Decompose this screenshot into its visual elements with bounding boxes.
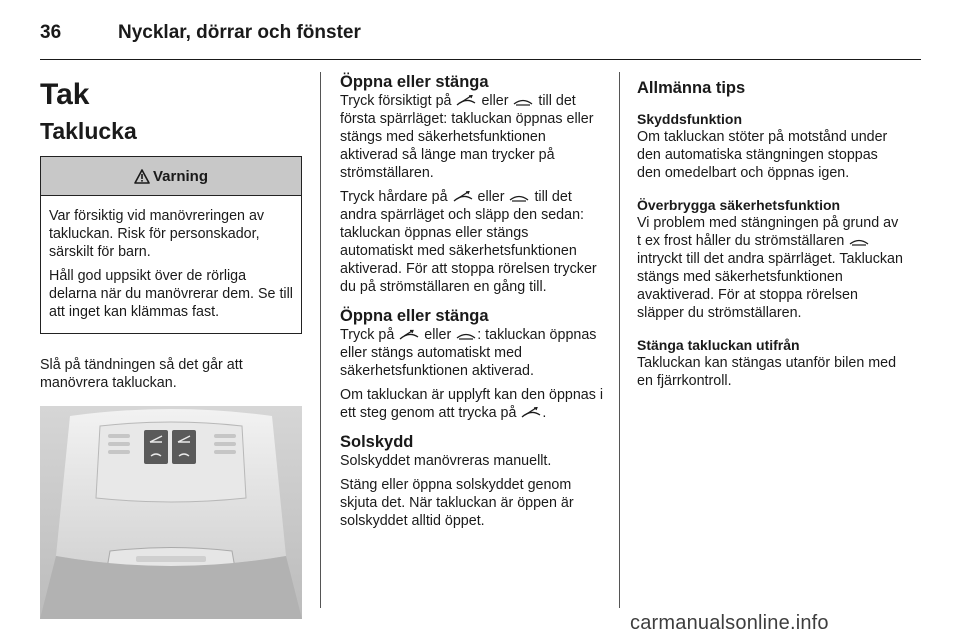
page-header xyxy=(40,18,920,48)
watermark: carmanualsonline.info xyxy=(630,612,829,634)
paragraph-close-remotely: Takluckan kan stängas utanför bilen med en fjärrkontroll. xyxy=(637,355,897,389)
column-2 xyxy=(340,72,604,540)
subsection-title: Taklucka xyxy=(40,118,137,144)
paragraph-one-step: Om takluckan är upplyft kan den öppnas i ett steg genom att trycka på . xyxy=(340,387,604,421)
warning-body xyxy=(41,196,301,333)
column-divider-2 xyxy=(619,72,620,608)
paragraph-tilt-press: Tryck på eller : takluckan öppnas eller stängs automatiskt med säkerhetsfunktionen aktiverad. xyxy=(340,327,597,379)
sunroof-close-icon xyxy=(512,95,534,107)
column-3 xyxy=(637,72,903,404)
sunroof-tilt-icon xyxy=(398,329,420,341)
sunroof-close-icon xyxy=(848,235,870,247)
warning-text-1: Var försiktig vid manövreringen av takluckan. Risk för personskador, särskilt för barn. xyxy=(49,208,265,260)
warning-triangle-icon xyxy=(134,169,150,184)
sunroof-open-icon xyxy=(455,95,477,107)
sunroof-open-icon xyxy=(452,191,474,203)
paragraph-light-press: Tryck försiktigt på eller till det första spärrläget: takluckan öppnas eller stängs med säkerhetsfunktionen aktiverad så länge man trycker på strömställaren. xyxy=(340,93,594,181)
intro-text: Slå på tändningen så det går att manövrera takluckan. xyxy=(40,357,243,391)
warning-header xyxy=(41,157,301,196)
sunroof-close-icon xyxy=(508,191,530,203)
paragraph-override-safety: Vi problem med stängningen på grund av t ex frost håller du strömställaren intryckt till det andra spärrläget. Takluckan stängs med säkerhetsfunktionen avaktiverad. För at stoppa rörelsen släpper du strömställaren. xyxy=(637,215,903,321)
heading-sunshade: Solskydd xyxy=(340,433,414,451)
paragraph-sunshade-manual: Solskyddet manövreras manuellt. xyxy=(340,453,552,469)
sunroof-open-icon xyxy=(520,407,542,419)
heading-protection: Skyddsfunktion xyxy=(637,111,743,127)
sunroof-close-icon xyxy=(455,329,477,341)
page-title: Nycklar, dörrar och fönster xyxy=(118,22,361,43)
heading-close-remotely: Stänga takluckan utifrån xyxy=(637,337,800,353)
heading-open-close-2: Öppna eller stänga xyxy=(340,307,489,325)
warning-box xyxy=(40,156,302,334)
section-title: Tak xyxy=(40,78,90,111)
paragraph-firm-press: Tryck hårdare på eller till det andra spärrläget och släpp den sedan: takluckan öppnas eller stängs automatiskt med säkerhetsfunktionen aktiverad. För att stoppa rörelsen trycker du på strömställaren en gång till. xyxy=(340,189,597,295)
warning-title: Varning xyxy=(152,167,208,185)
heading-general-tips: Allmänna tips xyxy=(637,79,746,97)
column-divider-1 xyxy=(320,72,321,608)
sunroof-control-photo xyxy=(40,406,302,619)
paragraph-sunshade-slide: Stäng eller öppna solskyddet genom skjuta det. När takluckan är öppen är solskyddet alltid öppet. xyxy=(340,477,574,529)
paragraph-protection: Om takluckan stöter på motstånd under den automatiska stängningen stoppas den omedelbart och öppnas igen. xyxy=(637,129,888,181)
page-number: 36 xyxy=(40,22,62,43)
heading-override-safety: Överbrygga säkerhetsfunktion xyxy=(637,197,841,213)
warning-text-2: Håll god uppsikt över de rörliga delarna när du manövrerar dem. Se till att inget kan klämmas fast. xyxy=(49,268,293,320)
header-rule xyxy=(40,59,921,60)
column-1 xyxy=(40,72,302,619)
heading-open-close-1: Öppna eller stänga xyxy=(340,73,489,91)
